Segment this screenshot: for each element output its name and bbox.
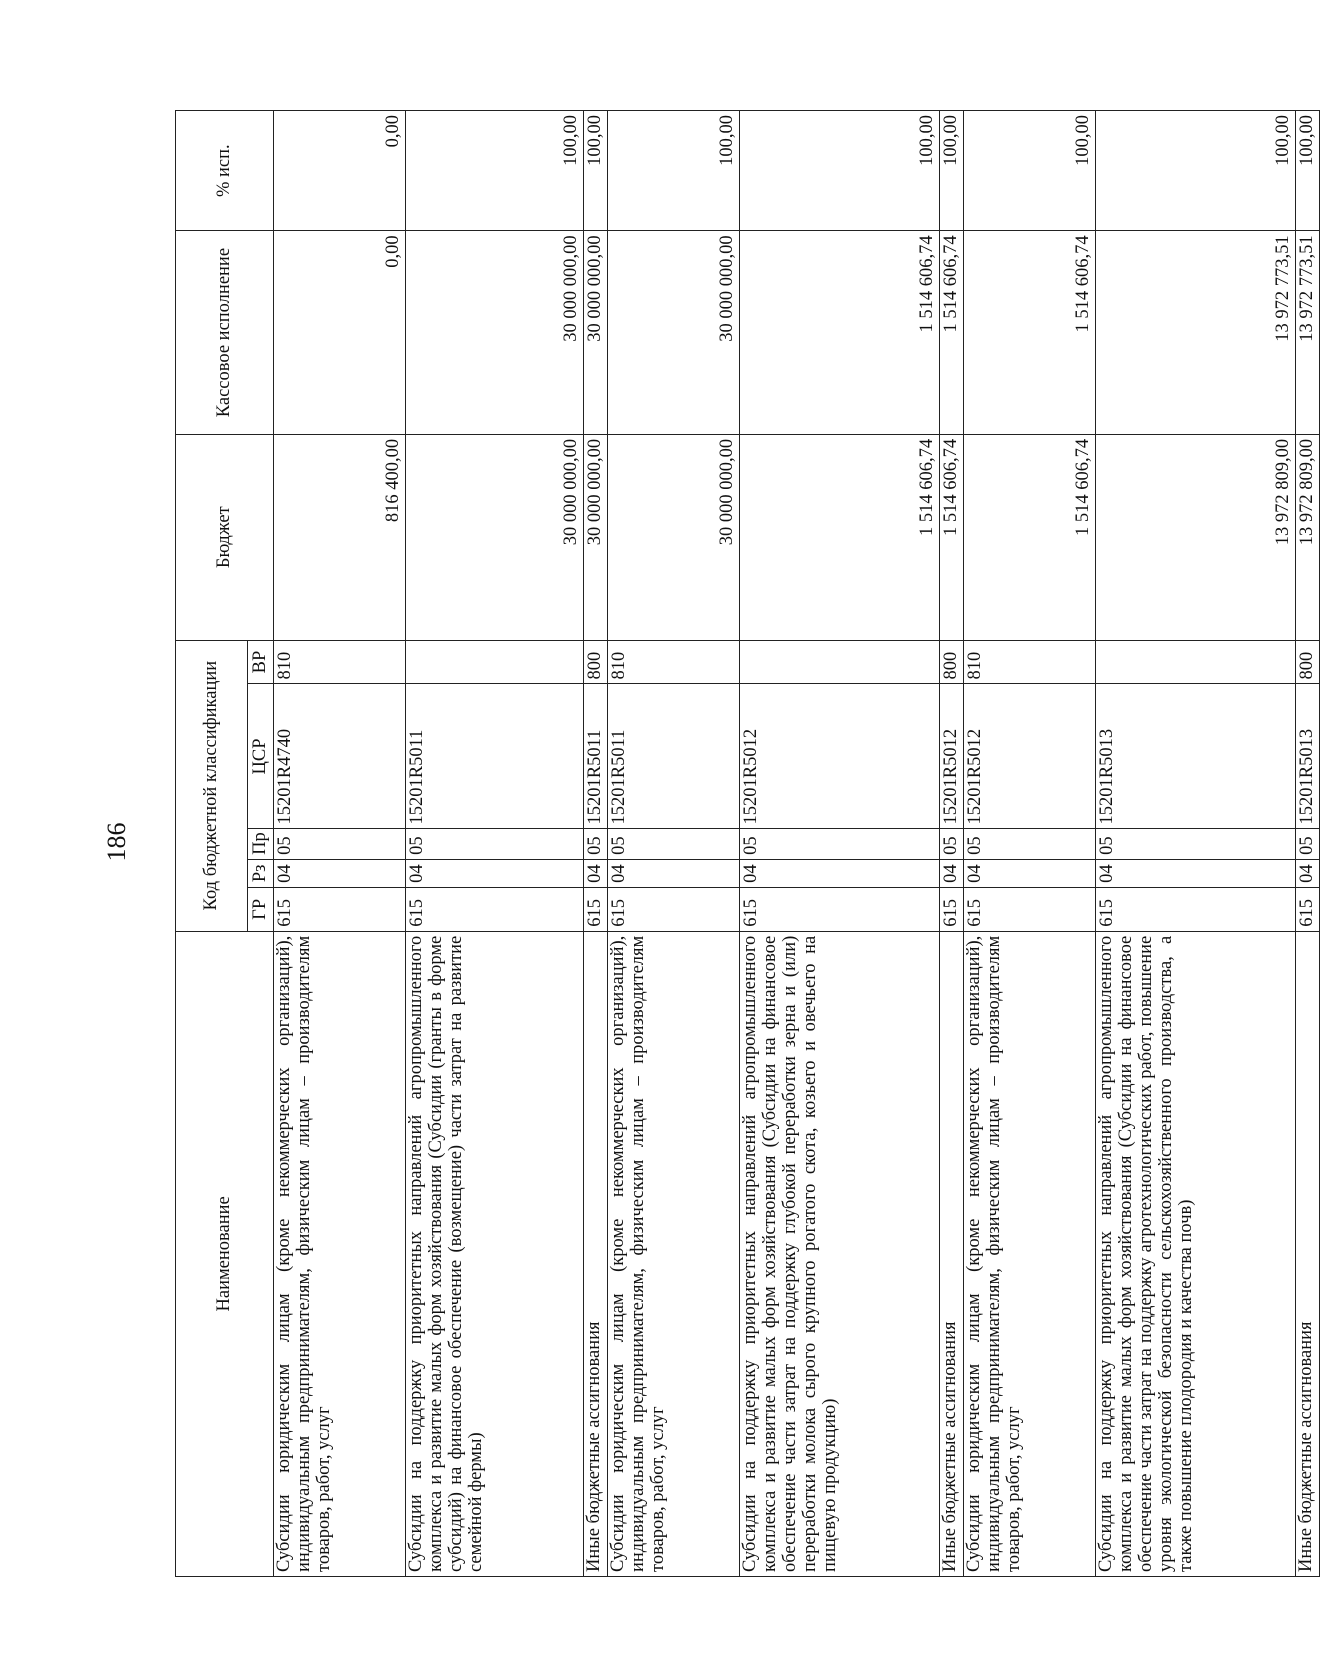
row-cash: 13 972 773,51 [1096,231,1296,434]
table-row [1096,111,1296,1577]
row-vr: 800 [584,640,608,684]
row-csr: 15201R4740 [274,684,406,829]
row-budget: 30 000 000,00 [608,434,740,640]
row-name: Иные бюджетные ассигнования [584,931,608,1576]
table-row [964,111,1096,1577]
row-name: Субсидии на поддержку приоритетных направлений агропромышленного комплекса и развитие малых форм хозяйствования (Субсидии (гранты в форме субсидий) на финансовое обеспечение (возмещение) части затрат на развитие семейной фермы) [406,931,584,1576]
row-percent: 100,00 [964,111,1096,231]
row-name: Иные бюджетные ассигнования [940,931,964,1576]
row-csr: 15201R5011 [406,684,584,829]
row-cash: 30 000 000,00 [584,231,608,434]
row-rz: 04 [584,859,608,887]
row-cash: 30 000 000,00 [608,231,740,434]
row-vr: 810 [274,640,406,684]
header-gr: ГР [248,887,274,931]
table-row [274,111,406,1577]
header-vr: ВР [248,640,274,684]
table-row [584,111,608,1577]
row-name: Субсидии на поддержку приоритетных направлений агропромышленного комплекса и развитие малых форм хозяйствования (Субсидии на финансовое обеспечение части затрат на поддержку агротехнологических работ, повышение уровня экологической безопасности сельскохозяйственного производства, а также повышение плодородия и качества почв) [1096,931,1296,1576]
row-vr [406,640,584,684]
row-percent: 100,00 [406,111,584,231]
row-rz: 04 [740,859,940,887]
budget-table [175,110,1320,1577]
row-percent: 100,00 [1296,111,1320,231]
page-number: 186 [102,822,131,862]
row-gr: 615 [1096,887,1296,931]
row-pr: 05 [1096,829,1296,859]
row-percent: 0,00 [274,111,406,231]
row-percent: 100,00 [1096,111,1296,231]
row-pr: 05 [274,829,406,859]
header-rz: Рз [248,859,274,887]
row-pr: 05 [740,829,940,859]
row-pr: 05 [940,829,964,859]
row-vr: 810 [608,640,740,684]
row-pr: 05 [964,829,1096,859]
header-pr: Пр [248,829,274,859]
row-cash: 1 514 606,74 [940,231,964,434]
header-row-top [176,111,248,1577]
row-gr: 615 [608,887,740,931]
row-name: Субсидии юридическим лицам (кроме некоммерческих организаций), индивидуальным предпринимателям, физическим лицам – производителям товаров, работ, услуг [608,931,740,1576]
row-cash: 0,00 [274,231,406,434]
row-csr: 15201R5012 [964,684,1096,829]
row-rz: 04 [1096,859,1296,887]
header-percent: % исп. [176,111,274,231]
row-vr: 800 [940,640,964,684]
row-rz: 04 [1296,859,1320,887]
row-csr: 15201R5013 [1096,684,1296,829]
row-cash: 13 972 773,51 [1296,231,1320,434]
table-row [740,111,940,1577]
row-name: Субсидии юридическим лицам (кроме некоммерческих организаций), индивидуальным предпринимателям, физическим лицам – производителям товаров, работ, услуг [274,931,406,1576]
row-gr: 615 [964,887,1096,931]
rotated-table-wrapper [175,110,1317,1577]
row-cash: 1 514 606,74 [964,231,1096,434]
row-gr: 615 [584,887,608,931]
row-budget: 13 972 809,00 [1296,434,1320,640]
row-vr: 800 [1296,640,1320,684]
row-vr [1096,640,1296,684]
row-budget: 30 000 000,00 [584,434,608,640]
row-rz: 04 [406,859,584,887]
row-name: Иные бюджетные ассигнования [1296,931,1320,1576]
row-gr: 615 [940,887,964,931]
header-budget: Бюджет [176,434,274,640]
row-budget: 13 972 809,00 [1096,434,1296,640]
row-percent: 100,00 [740,111,940,231]
row-percent: 100,00 [940,111,964,231]
row-csr: 15201R5012 [940,684,964,829]
row-gr: 615 [274,887,406,931]
header-csr: ЦСР [248,684,274,829]
row-percent: 100,00 [608,111,740,231]
row-budget: 1 514 606,74 [940,434,964,640]
row-cash: 1 514 606,74 [740,231,940,434]
row-csr: 15201R5013 [1296,684,1320,829]
row-name: Субсидии юридическим лицам (кроме некоммерческих организаций), индивидуальным предпринимателям, физическим лицам – производителям товаров, работ, услуг [964,931,1096,1576]
table-row [940,111,964,1577]
row-pr: 05 [406,829,584,859]
row-pr: 05 [1296,829,1320,859]
row-percent: 100,00 [584,111,608,231]
row-pr: 05 [608,829,740,859]
row-csr: 15201R5012 [740,684,940,829]
row-gr: 615 [1296,887,1320,931]
row-budget: 1 514 606,74 [740,434,940,640]
row-budget: 1 514 606,74 [964,434,1096,640]
row-cash: 30 000 000,00 [406,231,584,434]
row-budget: 30 000 000,00 [406,434,584,640]
row-vr [740,640,940,684]
row-vr: 810 [964,640,1096,684]
row-csr: 15201R5011 [584,684,608,829]
row-name: Субсидии на поддержку приоритетных направлений агропромышленного комплекса и развитие малых форм хозяйствования (Субсидии на финансовое обеспечение части затрат на поддержку глубокой переработки зерна и (или) переработки молока сырого крупного рогатого скота, козьего и овечьего на пищевую продукцию) [740,931,940,1576]
row-pr: 05 [584,829,608,859]
row-gr: 615 [406,887,584,931]
row-rz: 04 [940,859,964,887]
row-gr: 615 [740,887,940,931]
table-row [608,111,740,1577]
header-name: Наименование [176,931,274,1576]
table-row [406,111,584,1577]
table-row [1296,111,1320,1577]
row-rz: 04 [964,859,1096,887]
header-cash: Кассовое исполнение [176,231,274,434]
header-code-group: Код бюджетной классификации [176,640,248,931]
row-csr: 15201R5011 [608,684,740,829]
row-rz: 04 [608,859,740,887]
row-budget: 816 400,00 [274,434,406,640]
row-rz: 04 [274,859,406,887]
